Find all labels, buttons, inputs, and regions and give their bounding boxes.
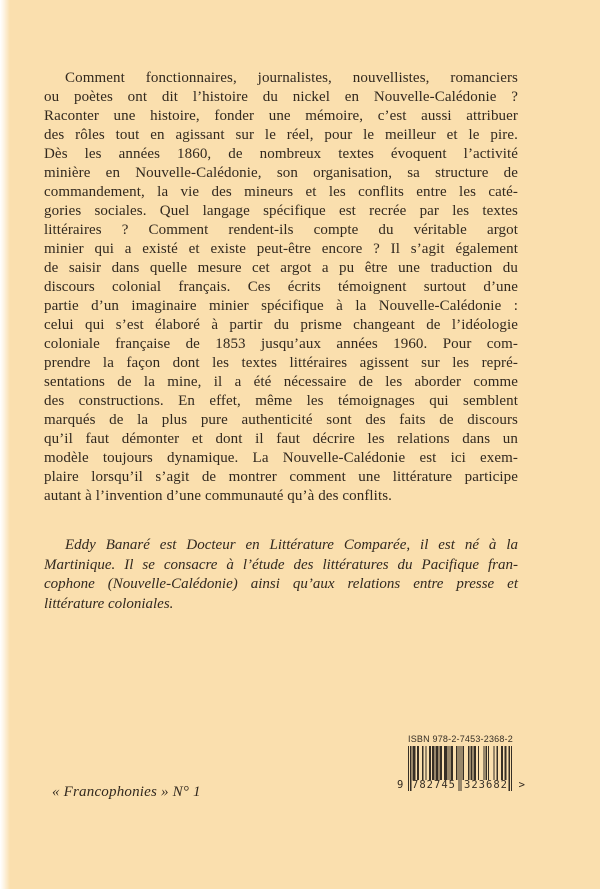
text-line: littérature coloniales. [44, 595, 174, 612]
text-line: sentations de la mine, il a été nécessaire de les aborder comme [44, 374, 518, 390]
text-line: celui qui s’est élaboré à partir du prisme changeant de l’idéologie [44, 317, 518, 333]
ean13-barcode [397, 746, 525, 796]
text-line: Martinique. Il se consacre à l’étude des littératures du Pacifique fran- [44, 556, 518, 573]
barcode-block [396, 734, 526, 796]
text-line: discours colonial français. Ces écrits témoignent surtout d’une [44, 279, 518, 295]
text-line: gories sociales. Quel langage spécifique est recrée par les textes [44, 203, 518, 219]
text-line: Comment fonctionnaires, journalistes, nouvellistes, romanciers [65, 70, 518, 86]
author-bio-paragraph [44, 536, 518, 614]
text-line: des rôles tout en agissant sur le réel, pour le meilleur et le pire. [44, 127, 518, 143]
text-line: minière en Nouvelle-Calédonie, son organisation, sa structure de [44, 165, 518, 181]
text-line: plaire lorsqu’il s’agit de montrer comment une littérature participe [44, 469, 518, 485]
text-line: ou poètes ont dit l’histoire du nickel en Nouvelle-Calédonie ? [44, 89, 518, 105]
text-line: marqués de la plus pure authenticité sont des faits de discours [44, 412, 518, 428]
text-line: Raconter une histoire, fonder une mémoire, c’est aussi attribuer [44, 108, 518, 124]
text-line: coloniale française de 1853 jusqu’aux années 1960. Pour com- [44, 336, 518, 352]
ean-digit-group-left: 782745 [412, 779, 456, 791]
synopsis-paragraph [44, 69, 518, 506]
text-line: Dès les années 1860, de nombreux textes évoquent l’activité [44, 146, 518, 162]
text-line: qu’il faut démonter et dont il faut décrire les relations dans un [44, 431, 518, 447]
text-line: commandement, la vie des mineurs et les conflits entre les caté- [44, 184, 518, 200]
collection-series-label: « Francophonies » N° 1 [52, 784, 201, 800]
ean-digit-group-right: 323682 [464, 779, 508, 791]
ean-digit-row [408, 779, 512, 791]
scan-edge-highlight [0, 0, 10, 889]
text-line: des constructions. En effet, même les témoignages qui semblent [44, 393, 518, 409]
ean-first-digit: 9 [397, 779, 404, 791]
ean-quiet-zone-arrow: > [518, 779, 525, 791]
isbn-label: ISBN 978-2-7453-2368-2 [408, 734, 513, 744]
text-line: partie d’un imaginaire minier spécifique à la Nouvelle-Calédonie : [44, 298, 518, 314]
text-line: cophone (Nouvelle-Calédonie) ainsi qu’aux relations entre presse et [44, 576, 518, 592]
text-line: littéraires ? Comment rendent-ils compte du véritable argot [44, 222, 518, 238]
text-line: autant à l’invention d’une communauté qu’à des conflits. [44, 488, 392, 504]
text-line: Eddy Banaré est Docteur en Littérature Comparée, il est né à la [65, 537, 518, 553]
text-line: modèle toujours dynamique. La Nouvelle-Calédonie est ici exem- [44, 450, 518, 466]
text-line: minier qui a existé et existe peut-être encore ? Il s’agit également [44, 241, 518, 257]
text-line: de saisir dans quelle mesure cet argot a pu être une traduction du [44, 260, 518, 276]
text-line: prendre la façon dont les textes littéraires agissent sur les repré- [44, 355, 518, 371]
